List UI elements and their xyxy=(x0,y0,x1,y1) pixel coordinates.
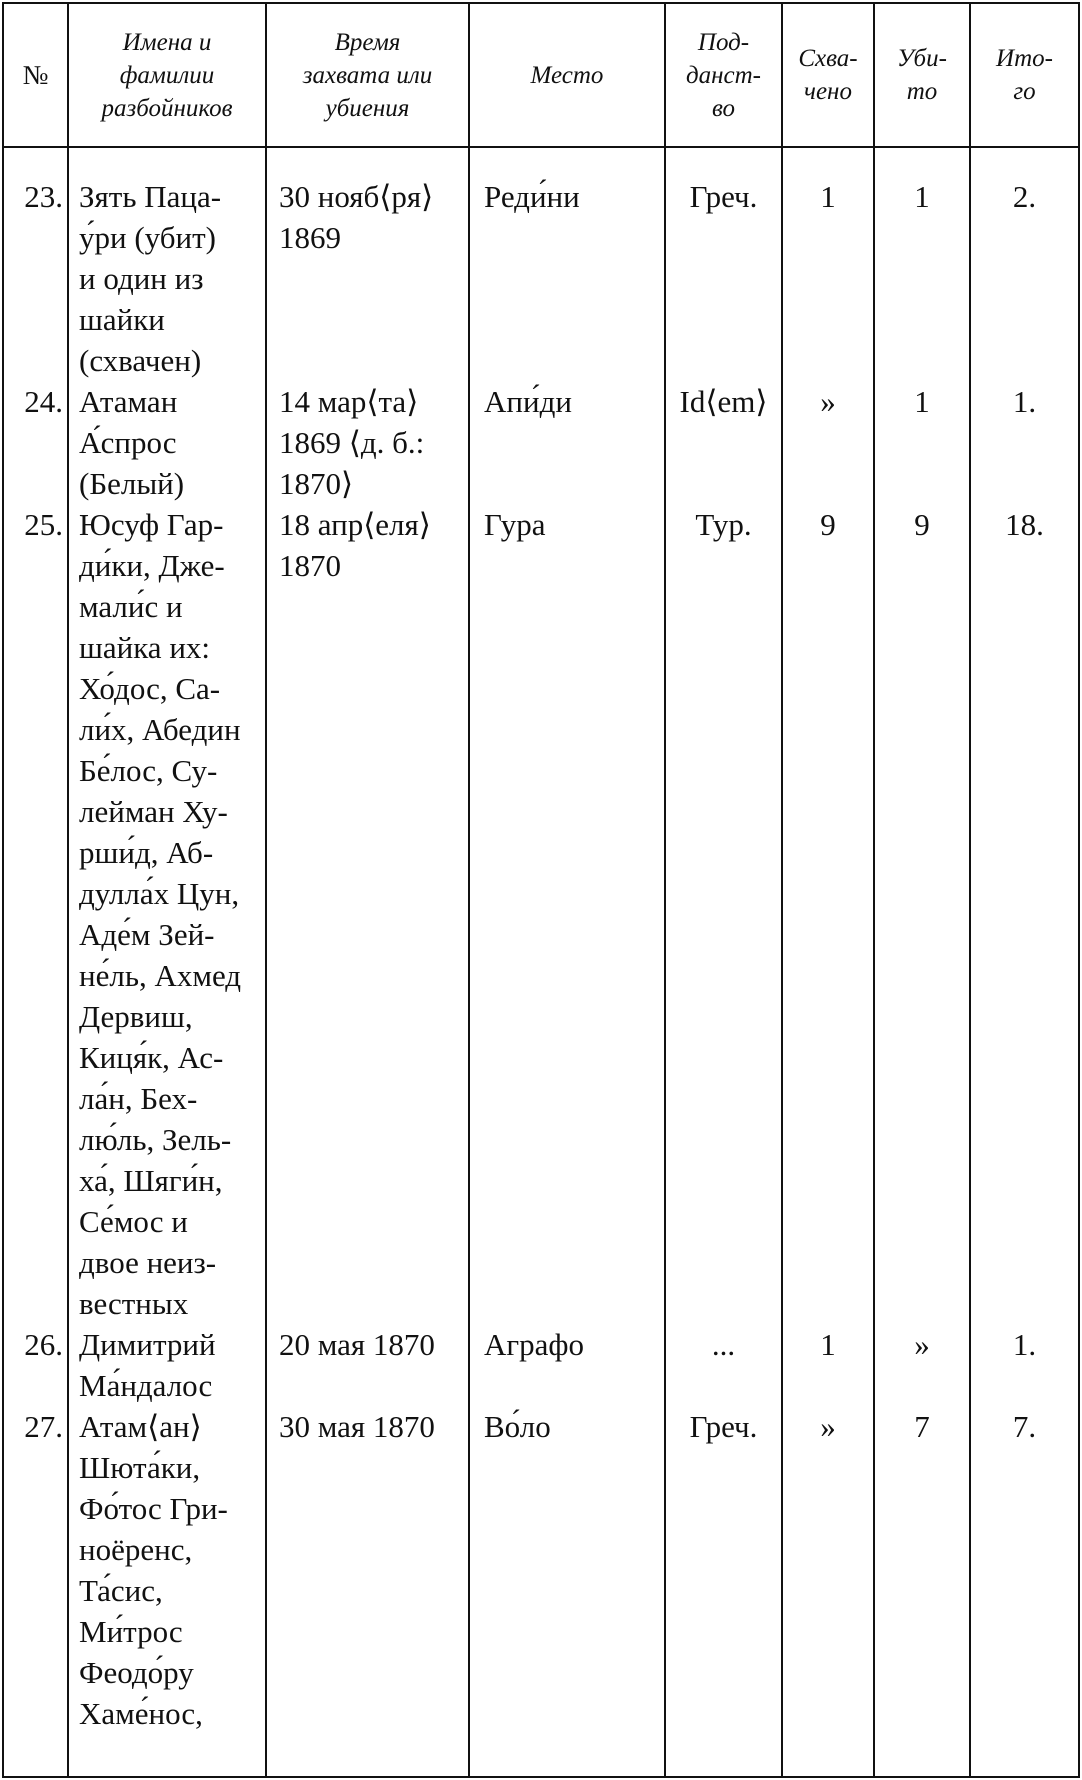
caught-count: 1 xyxy=(782,147,874,381)
header-total-line: Ито- xyxy=(996,45,1053,72)
bandit-names-line: Димитрий xyxy=(79,1327,216,1362)
bandit-names-line: ноёренс, xyxy=(79,1532,193,1567)
subject: Id⟨em⟩ xyxy=(665,381,782,504)
bandit-names-line: Аде́м Зей- xyxy=(79,917,215,952)
header-time-line: убиения xyxy=(325,94,410,122)
caught-count: 1 xyxy=(782,1324,874,1406)
capture-time xyxy=(266,381,469,504)
place: Аграфо xyxy=(469,1324,665,1406)
bandit-names-line: Атаман xyxy=(79,384,178,419)
bandit-names-line: Хо́дос, Са- xyxy=(79,671,221,706)
empty-cell xyxy=(970,1734,1079,1777)
bandit-names-line: Та́сис, xyxy=(79,1573,163,1608)
header-caught-line: чено xyxy=(804,78,852,105)
header-subject-line: данст- xyxy=(685,61,762,89)
capture-time xyxy=(266,1324,469,1406)
empty-cell xyxy=(266,1734,469,1777)
bandit-names-line: рши́д, Аб- xyxy=(79,835,214,870)
bandit-names-line: Киця́к, Ас- xyxy=(79,1040,224,1075)
capture-time-line: 1870⟩ xyxy=(279,466,354,501)
empty-cell xyxy=(665,1734,782,1777)
bandit-names-line: А́спрос xyxy=(79,425,177,460)
bandit-names-line: ла́н, Бех- xyxy=(79,1081,198,1116)
header-place: Место xyxy=(469,3,665,147)
header-time-line: захвата или xyxy=(302,61,433,89)
empty-cell xyxy=(3,1734,68,1777)
header-names-line: фамилии xyxy=(119,61,215,89)
bandit-names-line: у́ри (убит) xyxy=(79,220,216,255)
empty-cell xyxy=(782,1734,874,1777)
killed-count: 1 xyxy=(874,381,970,504)
bandit-names-line: Дервиш, xyxy=(79,999,193,1034)
empty-cell xyxy=(469,1734,665,1777)
bandit-names-line: шайки xyxy=(79,302,165,337)
place: Реди́ни xyxy=(469,147,665,381)
empty-cell xyxy=(68,1734,266,1777)
header-names xyxy=(68,3,266,147)
header-caught xyxy=(782,3,874,147)
bandit-names-line: Ма́ндалос xyxy=(79,1368,213,1403)
bandit-names-line: не́ль, Ахмед xyxy=(79,958,242,993)
header-total xyxy=(970,3,1079,147)
bandit-names-line: Ми́трос xyxy=(79,1614,183,1649)
table-row xyxy=(3,1406,1079,1734)
capture-time-line: 14 мар⟨та⟩ xyxy=(279,384,419,419)
header-names-line: Имена и xyxy=(122,28,212,56)
place: Гура xyxy=(469,504,665,1324)
killed-count: 7 xyxy=(874,1406,970,1734)
bandit-names-line: Атам⟨ан⟩ xyxy=(79,1409,202,1444)
bandit-names xyxy=(68,147,266,381)
bandit-names-line: Се́мос и xyxy=(79,1204,188,1239)
row-number: 24. xyxy=(3,381,68,504)
bandit-names-line: двое неиз- xyxy=(79,1245,217,1280)
row-number: 27. xyxy=(3,1406,68,1734)
bandit-names-line: лю́ль, Зель- xyxy=(79,1122,232,1157)
bandit-names xyxy=(68,381,266,504)
capture-time xyxy=(266,504,469,1324)
header-total-line: го xyxy=(1013,78,1036,105)
header-number: № xyxy=(3,3,68,147)
header-subject-line: во xyxy=(711,94,736,122)
bandit-names-line: Шюта́ки, xyxy=(79,1450,201,1485)
caught-count: » xyxy=(782,381,874,504)
bandit-names-line: ли́х, Абедин xyxy=(79,712,241,747)
capture-time-line: 30 нояб⟨ря⟩ xyxy=(279,179,434,214)
place: Во́ло xyxy=(469,1406,665,1734)
place: Апи́ди xyxy=(469,381,665,504)
bandit-names-line: шайка их: xyxy=(79,630,211,665)
caught-count: 9 xyxy=(782,504,874,1324)
bandit-names-line: Юсуф Гар- xyxy=(79,507,224,542)
header-row xyxy=(3,3,1079,147)
bandit-names-line: и один из xyxy=(79,261,204,296)
bandit-names-line: Бе́лос, Су- xyxy=(79,753,218,788)
table-filler-row xyxy=(3,1734,1079,1777)
table-row xyxy=(3,1324,1079,1406)
caught-count: » xyxy=(782,1406,874,1734)
bandit-names-line: ха́, Шяги́н, xyxy=(79,1163,223,1198)
table-row xyxy=(3,147,1079,381)
total-count: 1. xyxy=(970,381,1079,504)
killed-count: 9 xyxy=(874,504,970,1324)
bandit-names-line: (схвачен) xyxy=(79,343,202,378)
table-row xyxy=(3,504,1079,1324)
killed-count: 1 xyxy=(874,147,970,381)
capture-time-line: 1870 xyxy=(279,548,341,583)
bandit-names-line: (Белый) xyxy=(79,466,185,501)
bandits-table xyxy=(2,2,1080,1778)
row-number: 26. xyxy=(3,1324,68,1406)
header-time xyxy=(266,3,469,147)
header-subject-line: Под- xyxy=(697,28,750,56)
bandit-names xyxy=(68,1324,266,1406)
header-killed-line: Уби- xyxy=(897,45,947,72)
bandit-names-line: Зять Паца- xyxy=(79,179,222,214)
row-number: 25. xyxy=(3,504,68,1324)
subject: Греч. xyxy=(665,147,782,381)
row-number: 23. xyxy=(3,147,68,381)
killed-count: » xyxy=(874,1324,970,1406)
capture-time-line: 30 мая 1870 xyxy=(279,1409,435,1444)
table-body xyxy=(3,147,1079,1777)
capture-time xyxy=(266,147,469,381)
header-killed xyxy=(874,3,970,147)
subject: ... xyxy=(665,1324,782,1406)
bandit-names-line: мали́с и xyxy=(79,589,183,624)
bandit-names-line: Феодо́ру xyxy=(79,1655,194,1690)
total-count: 7. xyxy=(970,1406,1079,1734)
subject: Греч. xyxy=(665,1406,782,1734)
capture-time xyxy=(266,1406,469,1734)
header-killed-line: то xyxy=(906,78,938,105)
header-caught-line: Схва- xyxy=(798,45,858,72)
total-count: 1. xyxy=(970,1324,1079,1406)
total-count: 2. xyxy=(970,147,1079,381)
bandit-names-line: ди́ки, Дже- xyxy=(79,548,225,583)
bandit-names-line: вестных xyxy=(79,1286,189,1321)
capture-time-line: 18 апр⟨еля⟩ xyxy=(279,507,431,542)
bandit-names-line: лейман Ху- xyxy=(79,794,228,829)
table-row xyxy=(3,381,1079,504)
empty-cell xyxy=(874,1734,970,1777)
total-count: 18. xyxy=(970,504,1079,1324)
header-subject xyxy=(665,3,782,147)
bandit-names-line: дулла́х Цун, xyxy=(79,876,240,911)
bandit-names-line: Хаме́нос, xyxy=(79,1696,203,1731)
header-names-line: разбойников xyxy=(101,94,233,122)
capture-time-line: 1869 ⟨д. б.: xyxy=(279,425,425,460)
bandit-names xyxy=(68,1406,266,1734)
capture-time-line: 20 мая 1870 xyxy=(279,1327,435,1362)
bandit-names xyxy=(68,504,266,1324)
header-time-line: Время xyxy=(334,28,401,56)
subject: Тур. xyxy=(665,504,782,1324)
capture-time-line: 1869 xyxy=(279,220,341,255)
bandit-names-line: Фо́тос Гри- xyxy=(79,1491,228,1526)
